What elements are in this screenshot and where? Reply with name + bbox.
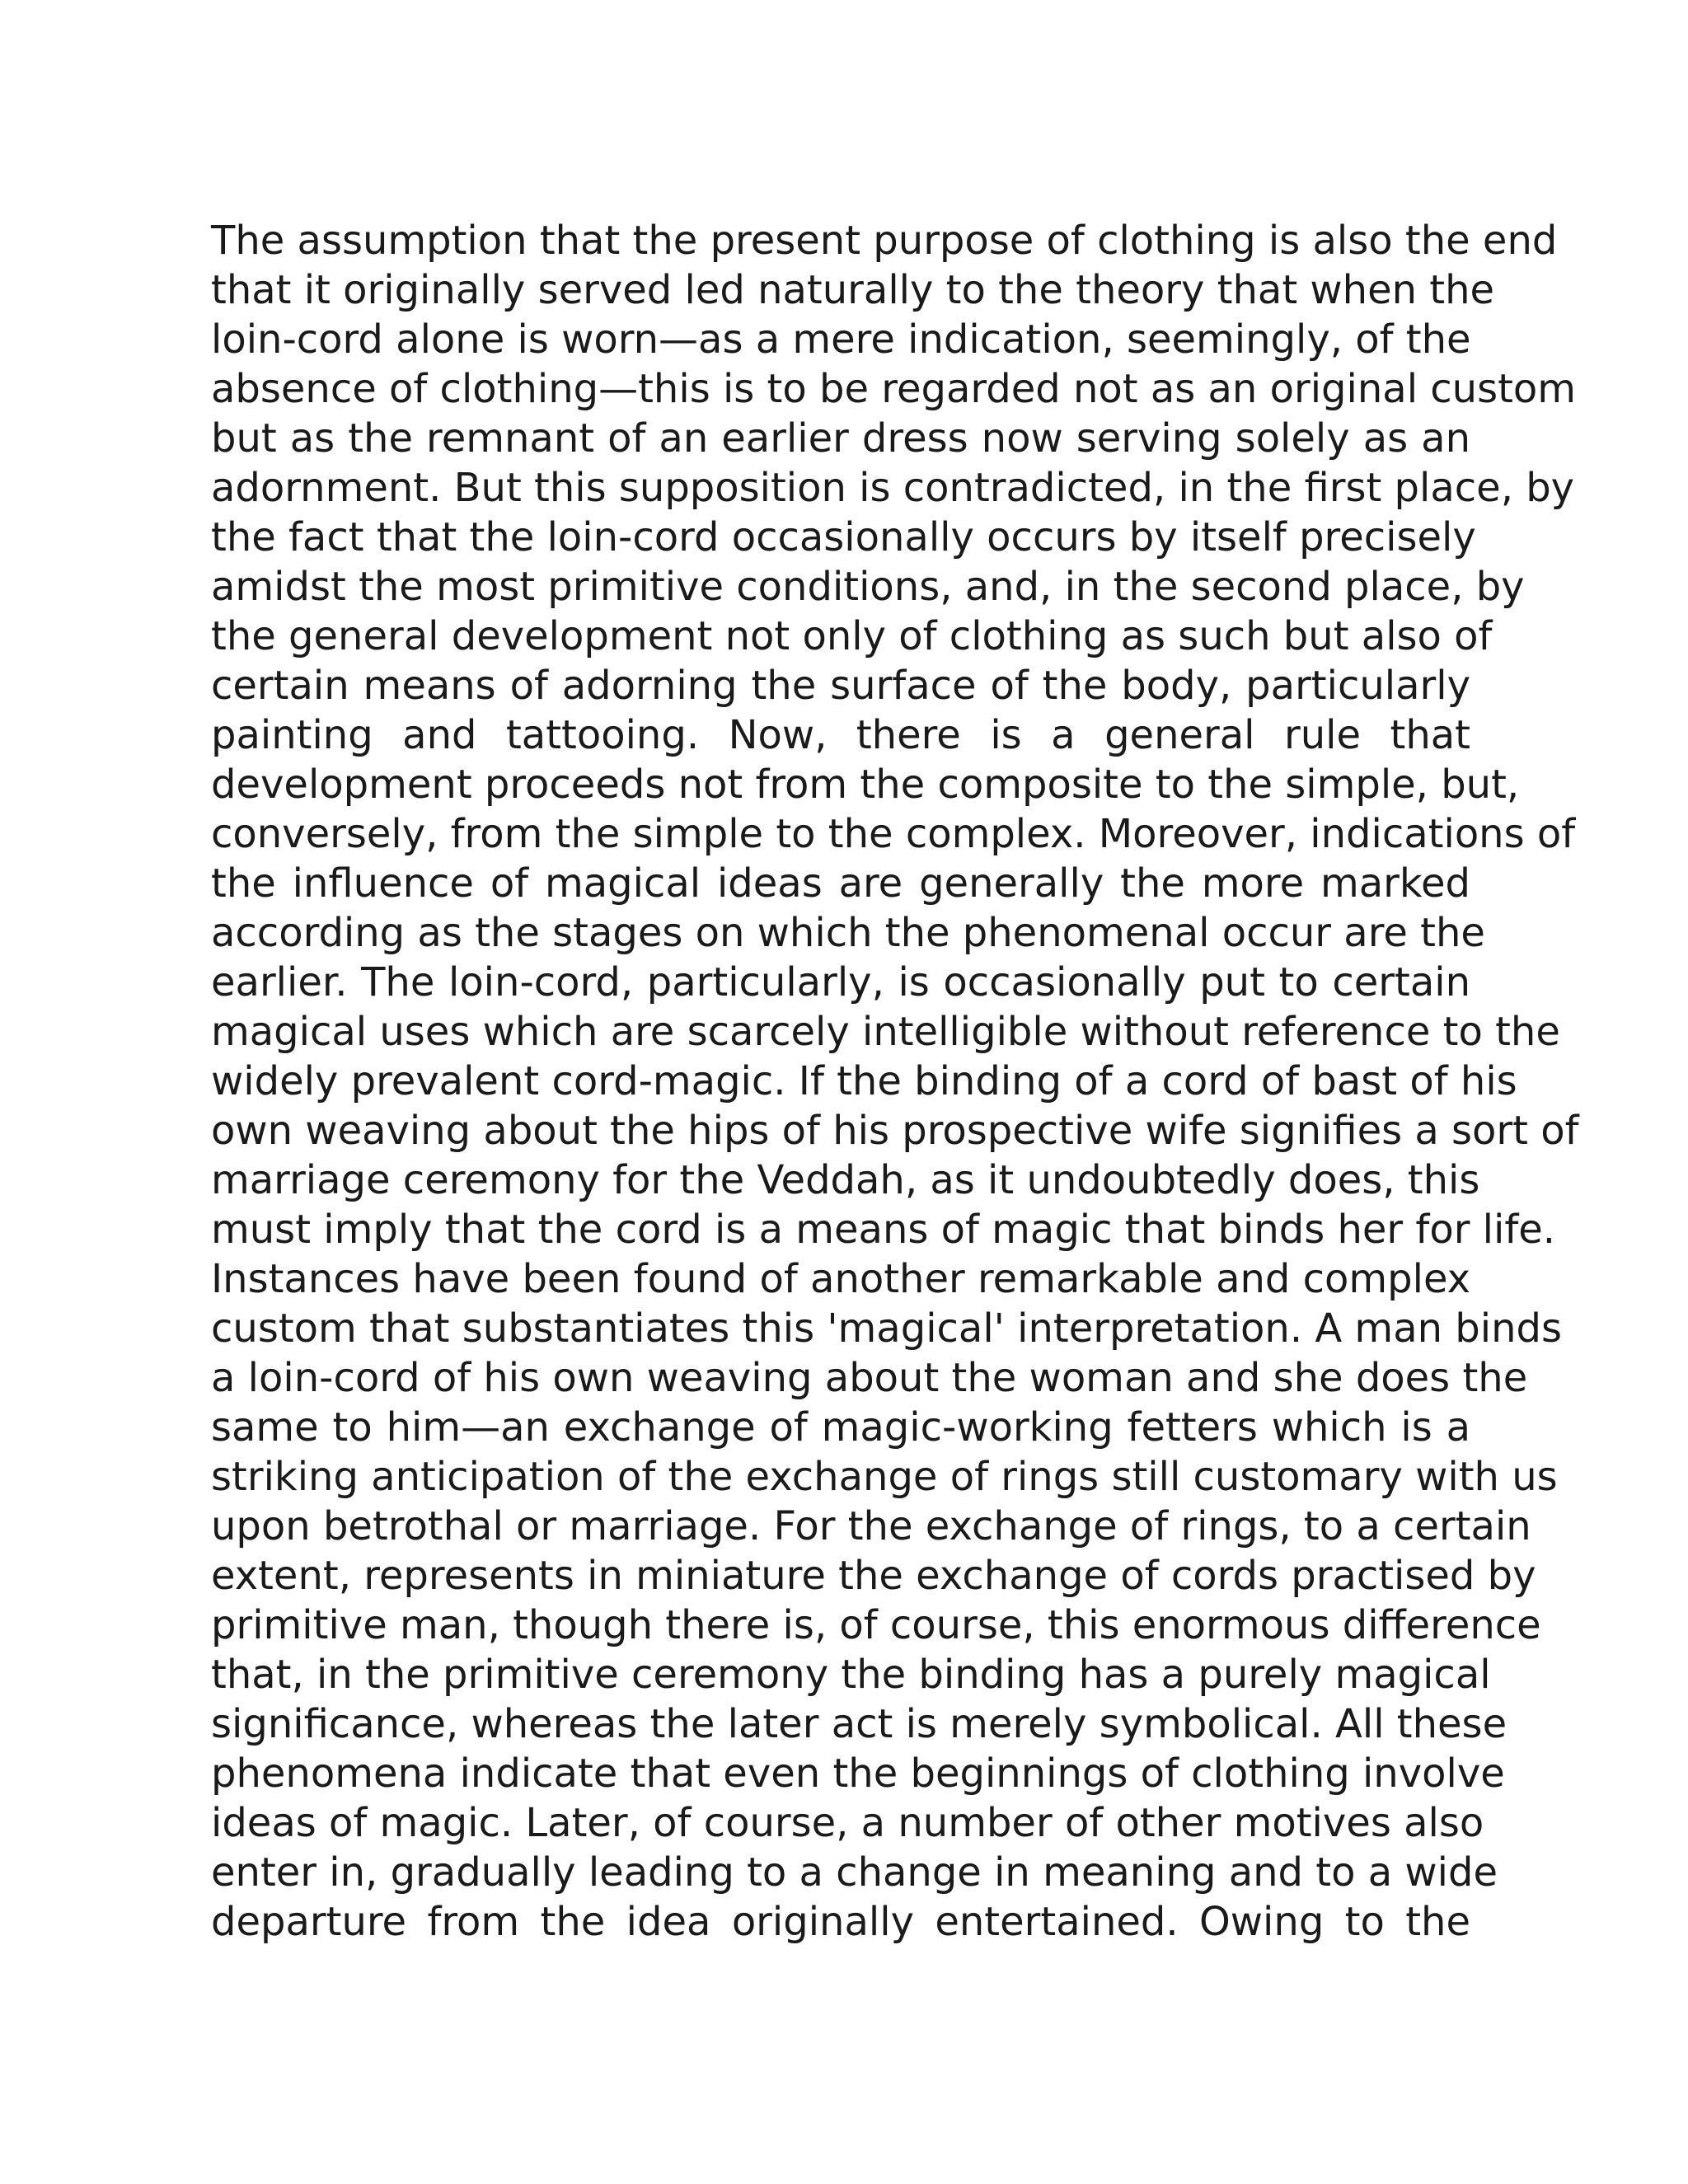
text-line-6: adornment. But this supposition is contradicted, in the first place, by bbox=[211, 465, 1575, 511]
text-line-5: but as the remnant of an earlier dress now serving solely as an bbox=[211, 415, 1470, 462]
text-line-26: striking anticipation of the exchange of rings still customary with us bbox=[211, 1454, 1558, 1500]
text-line-32: phenomena indicate that even the beginnings of clothing involve bbox=[211, 1750, 1505, 1797]
text-line-12: development proceeds not from the composite to the simple, but, bbox=[211, 762, 1520, 808]
text-line-13: conversely, from the simple to the complex. Moreover, indications of bbox=[211, 811, 1576, 857]
text-line-27: upon betrothal or marriage. For the exchange of rings, to a certain bbox=[211, 1503, 1531, 1549]
text-line-34: enter in, gradually leading to a change in meaning and to a wide bbox=[211, 1849, 1498, 1896]
text-line-15: according as the stages on which the phenomenal occur are the bbox=[211, 910, 1485, 956]
text-line-8: amidst the most primitive conditions, and, in the second place, by bbox=[211, 564, 1525, 610]
text-line-21: must imply that the cord is a means of magic that binds her for life. bbox=[211, 1207, 1556, 1253]
text-line-20: marriage ceremony for the Veddah, as it undoubtedly does, this bbox=[211, 1157, 1480, 1203]
text-line-2: that it originally served led naturally to the theory that when the bbox=[211, 267, 1495, 313]
text-line-18: widely prevalent cord-magic. If the binding of a cord of bast of his bbox=[211, 1058, 1517, 1104]
text-line-9: the general development not only of clothing as such but also of bbox=[211, 613, 1493, 659]
text-line-28: extent, represents in miniature the exchange of cords practised by bbox=[211, 1553, 1536, 1599]
text-line-4: absence of clothing—this is to be regarded not as an original custom bbox=[211, 366, 1577, 412]
text-line-17: magical uses which are scarcely intelligible without reference to the bbox=[211, 1009, 1560, 1055]
body-paragraph bbox=[211, 216, 1579, 1947]
text-line-3: loin-cord alone is worn—as a mere indication, seemingly, of the bbox=[211, 316, 1471, 363]
text-line-33: ideas of magic. Later, of course, a number of other motives also bbox=[211, 1800, 1484, 1846]
text-line-22: Instances have been found of another remarkable and complex bbox=[211, 1256, 1471, 1302]
text-line-23: custom that substantiates this 'magical' interpretation. A man binds bbox=[211, 1305, 1562, 1352]
text-line-10: certain means of adorning the surface of the body, particularly bbox=[211, 663, 1470, 709]
text-line-25: same to him—an exchange of magic-working fetters which is a bbox=[211, 1404, 1470, 1451]
text-line-35: departure from the idea originally entertained. Owing to the bbox=[211, 1899, 1470, 1945]
text-line-7: the fact that the loin-cord occasionally occurs by itself precisely bbox=[211, 514, 1476, 560]
text-line-24: a loin-cord of his own weaving about the woman and she does the bbox=[211, 1355, 1528, 1401]
text-line-31: significance, whereas the later act is merely symbolical. All these bbox=[211, 1701, 1507, 1747]
text-line-29: primitive man, though there is, of course, this enormous difference bbox=[211, 1602, 1541, 1648]
text-line-30: that, in the primitive ceremony the binding has a purely magical bbox=[211, 1652, 1491, 1698]
text-line-11: painting and tattooing. Now, there is a general rule that bbox=[211, 712, 1470, 758]
text-line-19: own weaving about the hips of his prospective wife signifies a sort of bbox=[211, 1108, 1579, 1154]
text-line-1: The assumption that the present purpose of clothing is also the end bbox=[211, 218, 1558, 264]
text-line-14: the influence of magical ideas are generally the more marked bbox=[211, 860, 1470, 907]
text-line-16: earlier. The loin-cord, particularly, is occasionally put to certain bbox=[211, 959, 1470, 1005]
